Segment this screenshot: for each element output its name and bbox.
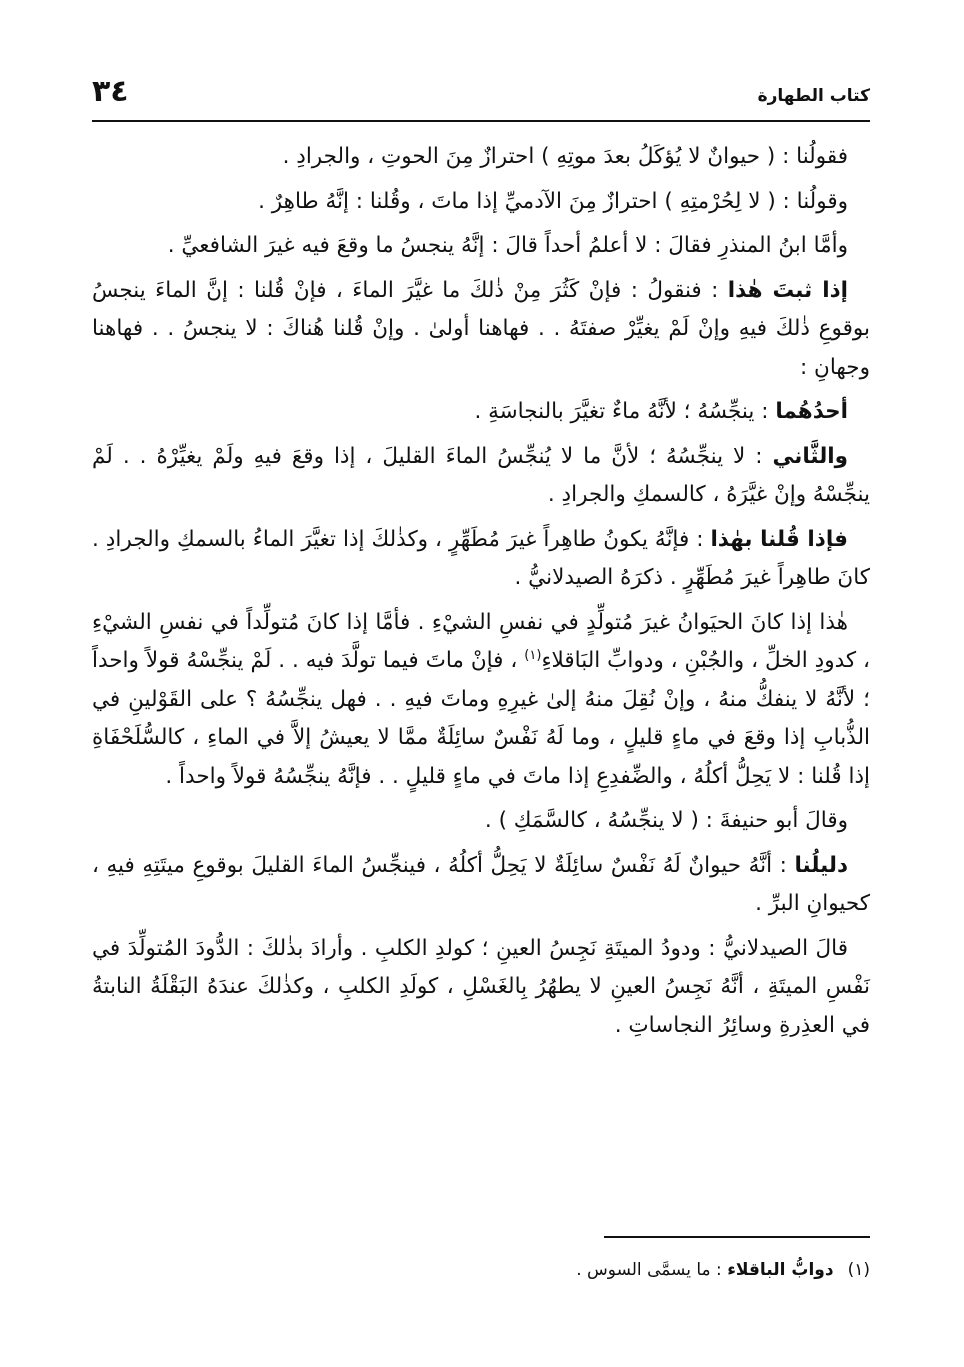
paragraph-3 xyxy=(92,227,870,266)
paragraph-6 xyxy=(92,438,870,515)
paragraph-term: فإذا قُلنا بهٰذا xyxy=(710,526,848,552)
footnote-number: (١) xyxy=(847,1260,870,1280)
paragraph-11 xyxy=(92,930,870,1046)
paragraph-9 xyxy=(92,802,870,841)
page-number: ٣٤ xyxy=(92,74,129,109)
main-text xyxy=(92,138,870,1045)
paragraph-text-continued: ، فإنْ ماتَ فيما تولَّدَ فيه . . لَمْ ينجِّسْهُ قولاً واحداً ؛ لأنَّهُ لا ينفكُّ منهُ ، وإنْ نُقِلَ منهُ إلىٰ غيرِهِ وماتَ فيهِ . . فهل ينجِّسُهُ ؟ على القَوْلينِ في الذُّبابِ إذا وقعَ في ماءٍ قليلٍ ، وما لَهُ نَفْسٌ سائِلَةٌ ممَّا لا يعيشُ إلاَّ في الماءِ ، كالسُّلَحْفَاةِ إذا قُلنا : لا يَحِلُّ أكلُهُ ، والضِّفدِعِ إذا ماتَ في ماءٍ قليلٍ . . فإنَّهُ ينجِّسُهُ قولاً واحداً . xyxy=(92,648,870,789)
paragraph-4 xyxy=(92,272,870,388)
footnote-text: : ما يسمَّى السوس . xyxy=(576,1260,728,1280)
page xyxy=(92,70,870,1350)
paragraph-7 xyxy=(92,521,870,598)
paragraph-term: إذا ثبتَ هٰذا xyxy=(727,277,848,303)
paragraph-text: : فنقولُ : فإنْ كَثُرَ مِنْ ذٰلكَ ما غيَّرَ الماءَ ، فإنْ قُلنا : إنَّ الماءَ ينجسُ بوقوعِ ذٰلكَ فيهِ وإنْ لَمْ يغيِّرْ صفتَهُ . . فهاهنا أولىٰ . وإنْ قُلنا هُناكَ : لا ينجسُ . . فهاهنا وجهانِ : xyxy=(92,277,870,380)
paragraph-text: وقالَ أبو حنيفةَ : ( لا ينجِّسُهُ ، كالسَّمَكِ ) . xyxy=(484,808,848,833)
paragraph-text: قالَ الصيدلانيُّ : ودودُ الميتَةِ نَجِسُ العينِ ؛ كولدِ الكلبِ . وأرادَ بذٰلكَ : الدُّودَ المُتولِّدَ في نَفْسِ الميتَةِ ، أنَّهُ نَجِسُ العينِ لا يطهُرُ بِالغَسْلِ ، كولَدِ الكلبِ ، وكذٰلكَ عندَهُ البَقْلَةُ النابتةُ في العذِرةِ وسائِرُ النجاساتِ . xyxy=(92,935,870,1038)
footnote-reference[interactable]: (١) xyxy=(524,647,542,663)
paragraph-term: والثَّاني xyxy=(772,443,848,469)
paragraph-term: أحدُهُما xyxy=(775,399,848,424)
paragraph-text: فقولُنا : ( حيوانٌ لا يُؤكَلُ بعدَ موتِهِ ) احترازٌ مِنَ الحوتِ ، والجرادِ . xyxy=(282,144,848,169)
footnote-term: دوابُّ الباقلاء xyxy=(727,1260,834,1280)
paragraph-10 xyxy=(92,847,870,924)
paragraph-1 xyxy=(92,138,870,177)
paragraph-5 xyxy=(92,393,870,432)
paragraph-text: : لا ينجِّسُهُ ؛ لأنَّ ما لا يُنجِّسُ الماءَ القليلَ ، إذا وقعَ فيهِ ولَمْ يغيِّرْهُ . . لَمْ ينجِّسْهُ وإنْ غيَّرَهُ ، كالسمكِ والجرادِ . xyxy=(92,443,870,507)
paragraph-2 xyxy=(92,183,870,222)
paragraph-text: وأمَّا ابنُ المنذرِ فقالَ : لا أعلمُ أحداً قالَ : إنَّهُ ينجسُ ما وقعَ فيه غيرَ الشافعيِّ . xyxy=(167,233,848,258)
footnote xyxy=(576,1255,870,1285)
paragraph-text: : ينجِّسُهُ ؛ لأنَّهُ ماءٌ تغيَّرَ بالنجاسَةِ . xyxy=(474,399,776,424)
paragraph-text: : فإنَّهُ يكونُ طاهِراً غيرَ مُطَهِّرٍ ، وكذٰلكَ إذا تغيَّرَ الماءُ بالسمكِ والجرادِ . كانَ طاهِراً غيرَ مُطَهِّرٍ . ذكرَهُ الصيدلانيُّ . xyxy=(92,526,870,590)
running-title: كتاب الطهارة xyxy=(757,86,870,106)
paragraph-8 xyxy=(92,604,870,797)
paragraph-text: وقولُنا : ( لا لِحُرْمتِهِ ) احترازٌ مِنَ الآدميِّ إذا ماتَ ، وقُلنا : إنَّهُ طاهِرٌ . xyxy=(258,188,848,214)
footnote-divider xyxy=(604,1236,870,1238)
paragraph-text: : أنَّهُ حيوانٌ لَهُ نَفْسٌ سائِلَةٌ لا يَحِلُّ أكلُهُ ، فينجِّسُ الماءَ القليلَ بوقوعِ ميتَتِهِ فيهِ ، كحيوانِ البرِّ . xyxy=(92,852,870,916)
paragraph-text: هٰذا إذا كانَ الحيَوانُ غيرَ مُتولِّدٍ في نفسِ الشيْءِ . فأمَّا إذا كانَ مُتولِّداً في نفسِ الشيْءِ ، كدودِ الخلِّ ، والجُبْنِ ، ودوابِّ البَاقلاءِ xyxy=(92,609,870,673)
page-header xyxy=(92,70,870,122)
paragraph-term: دليلُنا xyxy=(794,852,848,878)
